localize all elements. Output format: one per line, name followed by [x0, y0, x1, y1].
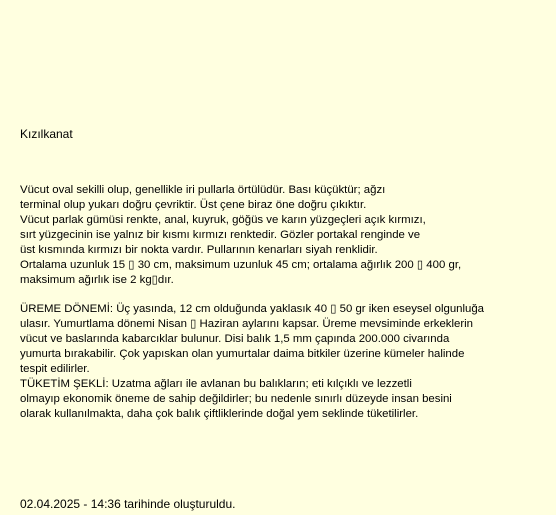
creation-timestamp: 02.04.2025 - 14:36 tarihinde oluşturuldu.: [20, 497, 236, 511]
paragraph-gap: [20, 288, 540, 302]
description-line: sırt yüzgecinin ise yalnız bir kısmı kırmızı renktedir. Gözler portakal renginde ve: [20, 229, 421, 241]
reproduction-line: vücut ve baslarında kabarcıklar bulunur. Disi balık 1,5 mm çapında 200.000 civarında: [20, 333, 450, 345]
description-block: [20, 183, 540, 422]
reproduction-line: ÜREME DÖNEMİ: Üç yasında, 12 cm olduğunda yaklasık 40 ▯ 50 gr iken eseysel olgunluğa: [20, 303, 485, 315]
description-line: maksimum ağırlık ise 2 kg▯dır.: [20, 274, 174, 286]
reproduction-line: yumurta bırakabilir. Çok yapıskan olan yumurtalar daima bitkiler üzerine kümeler halinde: [20, 348, 465, 360]
reproduction-line: tespit edilirler.: [20, 363, 90, 375]
description-line: Vücut oval sekilli olup, genellikle iri pullarla örtülüdür. Bası küçüktür; ağzı: [20, 184, 386, 196]
consumption-line: olmayıp ekonomik öneme de sahip değildirler; bu nedenle sınırlı düzeyde insan besini: [20, 393, 452, 405]
reproduction-line: ulasır. Yumurtlama dönemi Nisan ▯ Haziran aylarını kapsar. Üreme mevsiminde erkeklerin: [20, 318, 474, 330]
description-line: üst kısmında kırmızı bir nokta vardır. Pullarının kenarları siyah renklidir.: [20, 244, 378, 256]
consumption-line: olarak kullanılmakta, daha çok balık çiftliklerinde doğal yem seklinde tüketilirler.: [20, 408, 419, 420]
consumption-line: TÜKETİM ŞEKLİ: Uzatma ağları ile avlanan bu balıkların; eti kılçıklı ve lezzetli: [20, 378, 412, 390]
description-line: Vücut parlak gümüsi renkte, anal, kuyruk, göğüs ve karın yüzgeçleri açık kırmızı,: [20, 214, 426, 226]
description-line: Ortalama uzunluk 15 ▯ 30 cm, maksimum uzunluk 45 cm; ortalama ağırlık 200 ▯ 400 gr,: [20, 259, 462, 271]
description-line: terminal olup yukarı doğru çevriktir. Üst çene biraz öne doğru çıkıktır.: [20, 199, 367, 211]
page-title: Kızılkanat: [20, 127, 73, 141]
